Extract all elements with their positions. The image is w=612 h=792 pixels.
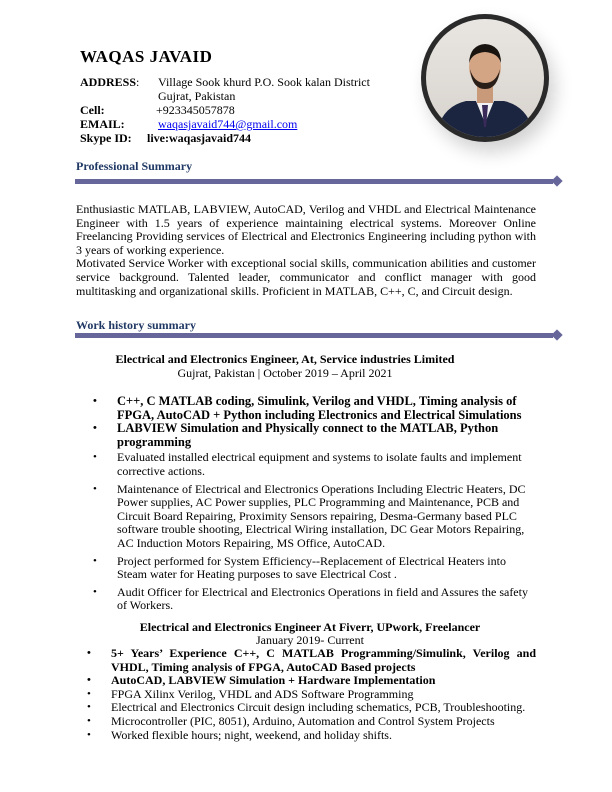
- email-label: EMAIL:: [80, 117, 125, 131]
- summary-paragraph: Motivated Service Worker with exceptional social skills, communication abilities and customer service background. Talented leader, communicator and conflict manager with good multitasking and organizational skills. Proficient in MATLAB, C++, C, and Circuit design.: [76, 256, 536, 298]
- list-item: • FPGA Xilinx Verilog, VHDL and ADS Software Programming: [111, 688, 536, 702]
- list-item: • Evaluated installed electrical equipment and systems to isolate faults and implement corrective actions.: [117, 451, 537, 478]
- section-heading-professional-summary: Professional Summary: [76, 159, 193, 173]
- skype-label: Skype ID:: [80, 131, 132, 145]
- address-line2: Gujrat, Pakistan: [158, 89, 236, 103]
- list-item: • Project performed for System Efficiency--Replacement of Electrical Heaters into Steam water for Heating purposes to save Electrical Cost .: [117, 555, 537, 582]
- section-heading-work-history: Work history summary: [76, 318, 196, 332]
- summary-paragraph: Enthusiastic MATLAB, LABVIEW, AutoCAD, Verilog and VHDL and Electrical Maintenance Engineer with 1.5 years of experience maintaining electrical systems. Moreover Online Freelancing Providing services of Electrical and Electronics Engineering including python with 3 years of working experience.: [76, 202, 536, 257]
- job-location-dates: Gujrat, Pakistan | October 2019 – April 2021: [177, 366, 393, 380]
- list-item: • 5+ Years’ Experience C++, C MATLAB Programming/Simulink, Verilog and VHDL, Timing analysis of FPGA, AutoCAD Based projects: [111, 647, 536, 674]
- candidate-name: WAQAS JAVAID: [80, 47, 213, 66]
- skype-value: live:waqasjavaid744: [147, 131, 252, 145]
- list-item: • Electrical and Electronics Circuit design including schematics, PCB, Troubleshooting.: [111, 701, 536, 715]
- job-title: Electrical and Electronics Engineer At Fiverr, UPwork, Freelancer: [139, 620, 481, 634]
- address-label: [80, 75, 139, 90]
- photo-background: [426, 19, 544, 137]
- professional-summary: [76, 203, 536, 298]
- list-item: • Audit Officer for Electrical and Electronics Operations in field and Assures the safety of Workers.: [117, 586, 537, 613]
- profile-photo: [421, 14, 549, 142]
- address-line1: Village Sook khurd P.O. Sook kalan District: [158, 75, 370, 89]
- cell-label: Cell:: [80, 103, 105, 117]
- job-bullet-list: [117, 395, 537, 613]
- divider-diamond-icon: [551, 175, 562, 186]
- list-item: • Worked flexible hours; night, weekend, and holiday shifts.: [111, 729, 536, 743]
- job-title: Electrical and Electronics Engineer, At, Service industries Limited: [115, 352, 455, 366]
- address-colon: :: [136, 75, 140, 89]
- list-item: • AutoCAD, LABVIEW Simulation + Hardware Implementation: [111, 674, 536, 688]
- divider-diamond-icon: [551, 329, 562, 340]
- section-divider: [75, 179, 553, 184]
- section-divider: [75, 333, 553, 338]
- list-item: • Microcontroller (PIC, 8051), Arduino, Automation and Control System Projects: [111, 715, 536, 729]
- person-avatar-icon: [426, 19, 544, 137]
- email-link[interactable]: waqasjavaid744@gmail.com: [158, 117, 298, 131]
- list-item: • Maintenance of Electrical and Electronics Operations Including Electric Heaters, DC Power supplies, AC Power supplies, PLC Programming and Maintenance, PCB and Circuit Board Repairing, Proximity Sensors repairing, Desma-Germany based PLC software trouble shooting, Electrical Wiring installation, DC Gear Motors Repairing, AC Induction Motors Repairing, MS Office, AutoCAD.: [117, 483, 537, 551]
- job-dates: January 2019- Current: [256, 633, 364, 647]
- job-bullet-list: [111, 647, 536, 742]
- list-item: • C++, C MATLAB coding, Simulink, Verilog and VHDL, Timing analysis of FPGA, AutoCAD + Python including Electronics and Electrical Simulations: [117, 395, 537, 422]
- list-item: • LABVIEW Simulation and Physically connect to the MATLAB, Python programming: [117, 422, 537, 449]
- cell-value: +923345057878: [156, 103, 235, 117]
- address-label-text: ADDRESS: [80, 75, 137, 89]
